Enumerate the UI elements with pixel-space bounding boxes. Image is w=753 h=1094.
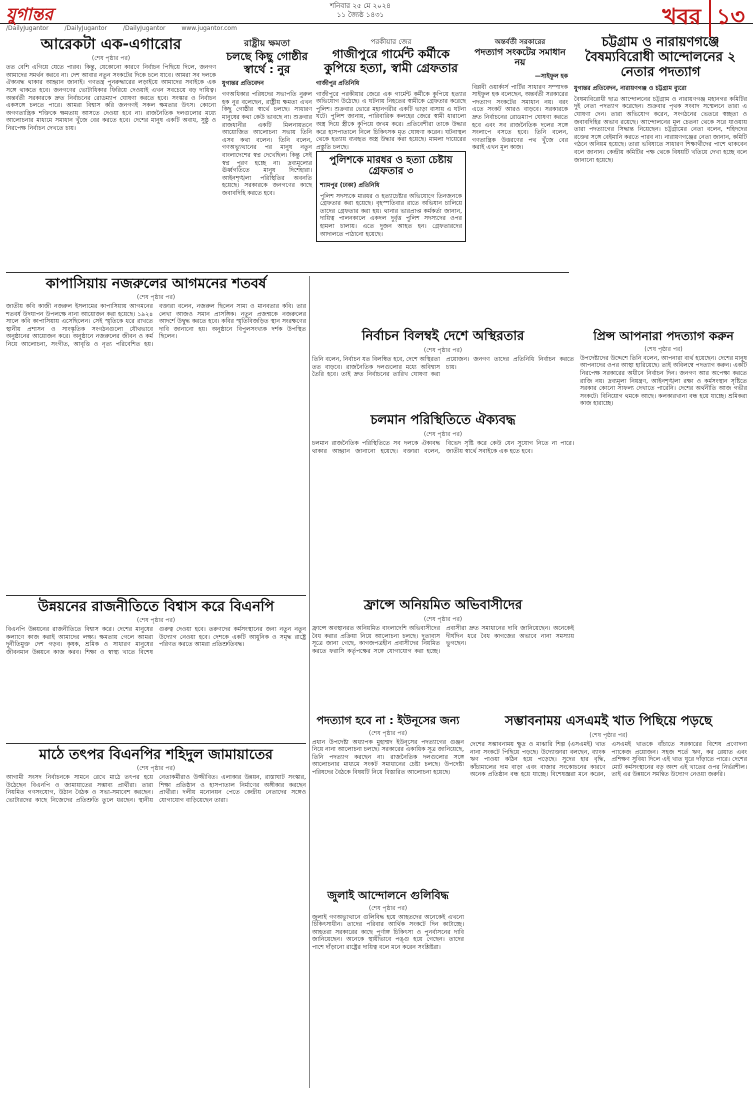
social-links (6, 25, 251, 32)
byline: যুগান্তর প্রতিবেদন, নারায়ণগঞ্জ ও চট্টগ্রাম ব্যুরো (574, 84, 687, 92)
article-gazipur (316, 36, 466, 268)
headline: নির্বাচন বিলম্বই দেশে অস্থিরতার (361, 329, 525, 344)
divider (6, 743, 306, 744)
continued-label: (শেষ পৃষ্ঠার পর) (136, 617, 176, 625)
article-body: বিএনপি উন্নয়নের রাজনীতিতে বিশ্বাস করে। দেশের মানুষের কল্যাণে কাজ করাই আমাদের লক্ষ্য। ক্ষমতায় গেলে আমরা দুর্নীতিমুক্ত দেশ গড়ব। কৃষক, শ্রমিক ও সাধারণ মানুষের জীবনমান উন্নয়নে কাজ করব। শিক্ষা ও স্বাস্থ্য খাতে বিশেষ গুরুত্ব দেওয়া হবে। তরুণদের কর্মসংস্থানের জন্য নতুন নতুন উদ্যোগ নেওয়া হবে। দেশকে একটি আধুনিক ও সমৃদ্ধ রাষ্ট্রে পরিণত করতে আমরা প্রতিশ্রুতিবদ্ধ। (6, 626, 306, 656)
website-link[interactable]: www.jugantor.com (181, 25, 237, 32)
article-body: দেশের সম্ভাবনাময় ক্ষুদ্র ও মাঝারি শিল্প (এসএমই) খাত নানা সংকটে পিছিয়ে পড়ছে। উদ্যোক্তারা বলছেন, ব্যাংক ঋণ পাওয়া কঠিন হয়ে পড়েছে। সুদের হার বৃদ্ধি, কাঁচামালের দাম বাড়া এবং বাজার সংকোচনের কারণে অনেক প্রতিষ্ঠান বন্ধ হয়ে যাচ্ছে। বিশেষজ্ঞরা মনে করেন, এসএমই খাতকে বাঁচাতে সরকারের বিশেষ প্রণোদনা প্যাকেজ প্রয়োজন। সহজ শর্তে ঋণ, কর রেয়াত এবং প্রশিক্ষণ সুবিধা দিলে এই খাত ঘুরে দাঁড়াতে পারে। দেশের মোট কর্মসংস্থানের বড় অংশ এই খাতের ওপর নির্ভরশীল। তাই এর উন্নয়নে সমন্বিত উদ্যোগ নেওয়া জরুরি। (470, 740, 747, 779)
article-body: গাজীপুরে পরকীয়ার জেরে এক গার্মেন্ট কর্মীকে কুপিয়ে হত্যার অভিযোগ উঠেছে। এ ঘটনায় নিহতের স্বামীকে গ্রেফতার করেছে পুলিশ। শুক্রবার ভোরে মহানগরীর একটি ভাড়া বাসায় এ ঘটনা ঘটে। পুলিশ জানায়, পারিবারিক কলহের জেরে স্বামী ধারালো অস্ত্র দিয়ে স্ত্রীকে কুপিয়ে জখম করে। প্রতিবেশীরা তাকে উদ্ধার করে হাসপাতালে নিলে চিকিৎসক মৃত ঘোষণা করেন। ঘটনাস্থল থেকে হত্যায় ব্যবহৃত অস্ত্র উদ্ধার করা হয়েছে। মামলা দায়েরের প্রস্তুতি চলছে। (316, 90, 466, 151)
article-nur (222, 36, 312, 268)
section-title: খবর (662, 4, 701, 30)
page-number: ১৩ (709, 0, 745, 37)
article-body: বিপ্লবী ওয়ার্কার্স পার্টির সাধারণ সম্পাদক সাইফুল হক বলেছেন, অন্তর্বর্তী সরকারের পদত্যাগ সংকটের সমাধান নয়। বরং এতে সংকট আরও বাড়বে। সরকারকে দ্রুত নির্বাচনের রোডম্যাপ ঘোষণা করতে হবে এবং সব রাজনৈতিক দলের সঙ্গে সংলাপে বসতে হবে। তিনি বলেন, গণতান্ত্রিক উত্তরণের পথ খুঁজে বের করাই এখন মূল কাজ। (472, 83, 568, 152)
article-body: তত বেশি এগিয়ে যেতে পারব। কিন্তু, যেকোনো কারণে নির্বাচন পিছিয়ে দিলে, জনগণ আমাদের সমর্থন করবে না। দেশ আবার নতুন সংকটের দিকে চলে যাবে। আমরা সব দলকে ঐক্যবদ্ধ থাকার আহ্বান জানাই। গণতন্ত্র পুনরুদ্ধারের লড়াইয়ে আমাদের সবাইকে এক সঙ্গে থাকতে হবে। জনগণের ভোটাধিকার ফিরিয়ে দেওয়াই এখন সবচেয়ে বড় দায়িত্ব। অন্তর্বর্তী সরকারকে দ্রুত নির্বাচনের রোডম্যাপ ঘোষণা করতে হবে। সংস্কার ও নির্বাচন একসঙ্গে চলতে পারে। আমরা বিশ্বাস করি জনগণই সকল ক্ষমতার উৎস। কোনো অগণতান্ত্রিক শক্তিকে ক্ষমতায় আসতে দেওয়া হবে না। রাজনৈতিক দলগুলোর মধ্যে আলোচনার মাধ্যমে সমাধান খুঁজে বের করতে হবে। দেশের মানুষ একটি অবাধ, সুষ্ঠু ও নিরপেক্ষ নির্বাচন দেখতে চায়। (6, 64, 216, 132)
headline: গাজীপুরে গার্মেন্ট কর্মীকে কুপিয়ে হত্যা, স্বামী গ্রেফতার (324, 47, 458, 75)
headline: পদত্যাগ সংকটের সমাধান নয় (474, 48, 566, 69)
article-body: গণঅধিকার পরিষদের সভাপতি নুরুল হক নুর বলেছেন, রাষ্ট্রীয় ক্ষমতা এখন কিছু গোষ্ঠীর স্বার্থে চলছে। সাধারণ মানুষের কথা কেউ ভাবছে না। শুক্রবার রাজধানীর একটি মিলনায়তনে আয়োজিত আলোচনা সভায় তিনি এসব কথা বলেন। তিনি বলেন, গণঅভ্যুত্থানের পর মানুষ নতুন বাংলাদেশের স্বপ্ন দেখেছিল। কিন্তু সেই স্বপ্ন পূরণ হচ্ছে না। দ্রব্যমূল্যের ঊর্ধ্বগতিতে মানুষ দিশেহারা। আইনশৃঙ্খলা পরিস্থিতির অবনতি হয়েছে। সরকারকে জনগণের কাছে জবাবদিহি করতে হবে। (222, 91, 312, 197)
headline: চলছে কিছু গোষ্ঠীর স্বার্থে : নুর (226, 50, 308, 76)
headline: চট্টগ্রাম ও নারায়ণগঞ্জে বৈষম্যবিরোধী আন্দোলনের ২ নেতার পদত্যাগ (585, 35, 736, 80)
byline: যুগান্তর প্রতিবেদন (222, 80, 264, 88)
date-line-bangla: ১১ জ্যৈষ্ঠ ১৪৩১ (336, 11, 385, 19)
headline: মাঠে তৎপর বিএনপির শহিদুল জামায়াতের (39, 747, 273, 763)
continued-label: (শেষ পৃষ্ঠার পর) (368, 729, 408, 737)
divider (6, 595, 306, 596)
article-kapasia (6, 276, 306, 591)
article-body: তিনি বলেন, নির্বাচন যত বিলম্বিত হবে, দেশে অস্থিরতা তত বাড়বে। রাজনৈতিক দলগুলোর মধ্যে অবিশ্বাস তৈরি হবে। তাই দ্রুত নির্বাচনের তারিখ ঘোষণা করা প্রয়োজন। জনগণ তাদের প্রতিনিধি নির্বাচন করতে চায়। (312, 355, 574, 379)
continued-label: (শেষ পৃষ্ঠার পর) (644, 345, 683, 353)
article-body: বৈষম্যবিরোধী ছাত্র আন্দোলনের চট্টগ্রাম ও নারায়ণগঞ্জ মহানগর কমিটির দুই নেতা পদত্যাগ করেছেন। শুক্রবার পৃথক সংবাদ সম্মেলনে তারা এ ঘোষণা দেন। তারা অভিযোগ করেন, সংগঠনের ভেতরে স্বচ্ছতা ও জবাবদিহির অভাব রয়েছে। আন্দোলনের মূল চেতনা থেকে সরে যাওয়ায় তারা পদত্যাগের সিদ্ধান্ত নিয়েছেন। চট্টগ্রামের নেতা বলেন, শহিদদের রক্তের সঙ্গে বেইমানি করতে পারব না। নারায়ণগঞ্জের নেতা জানান, কমিটি গঠনে অনিয়ম হয়েছে। তারা ভবিষ্যতে সাধারণ শিক্ষার্থীদের পাশে থাকবেন বলে জানান। কেন্দ্রীয় কমিটির পক্ষ থেকে বিষয়টি খতিয়ে দেখা হচ্ছে বলে জানানো হয়েছে। (574, 95, 747, 164)
article-body: উপদেষ্টাদের উদ্দেশে তিনি বলেন, আপনারা ব্যর্থ হয়েছেন। দেশের মানুষ আপনাদের ওপর আস্থা হারিয়েছে। তাই অবিলম্বে পদত্যাগ করুন। একটি নিরপেক্ষ সরকারের অধীনে নির্বাচন দিন। জনগণ আর অপেক্ষা করতে রাজি নয়। দ্রব্যমূল্য নিয়ন্ত্রণ, আইনশৃঙ্খলা রক্ষা ও কর্মসংস্থান সৃষ্টিতে সরকার কোনো সাফল্য দেখাতে পারেনি। দেশের অর্থনীতি আজ গভীর সংকটে। বিনিয়োগ থমকে আছে। কলকারখানা বন্ধ হয়ে যাচ্ছে। শ্রমিকরা কাজ হারাচ্ছে। (580, 354, 747, 408)
continued-label: (শেষ পৃষ্ঠার পর) (423, 430, 463, 438)
headline: সম্ভাবনাময় এসএমই খাত পিছিয়ে পড়ছে (504, 714, 713, 729)
article-bnp-development (6, 599, 306, 739)
continued-label: (শেষ পৃষ্ঠার পর) (423, 346, 463, 354)
headline: চলমান পরিস্থিতিতে ঐক্যবদ্ধ (370, 413, 516, 428)
headline: পদত্যাগ হবে না : ইউনূসের জন্য (316, 714, 460, 727)
continued-label: (শেষ পৃষ্ঠার পর) (91, 55, 131, 63)
article-bnp-shahidul (6, 747, 306, 1088)
article-july-movement (312, 890, 464, 1088)
headline: পুলিশকে মারধর ও হত্যা চেষ্টায় গ্রেফতার ৩ (329, 154, 453, 178)
police-box (316, 151, 466, 243)
byline: শ্যামপুর (ঢাকা) প্রতিনিধি (320, 181, 380, 189)
continued-label: (শেষ পৃষ্ঠার পর) (423, 615, 463, 623)
kicker: পরকীয়ার জের (370, 38, 412, 46)
kicker: রাষ্ট্রীয় ক্ষমতা (244, 39, 290, 49)
article-body: জাতীয় কবি কাজী নজরুল ইসলামের কাপাসিয়ায় আগমনের শতবর্ষ উদযাপন উপলক্ষে নানা আয়োজন করা হয়েছে। ১৯২৪ সালে কবি কাপাসিয়ায় এসেছিলেন। সেই স্মৃতিকে ধরে রাখতে স্থানীয় প্রশাসন ও সাংস্কৃতিক সংগঠনগুলো যৌথভাবে অনুষ্ঠানের আয়োজন করে। অনুষ্ঠানে নজরুলের জীবন ও কর্ম নিয়ে আলোচনা, সংগীত, আবৃত্তি ও নৃত্য পরিবেশিত হয়। বক্তারা বলেন, নজরুল ছিলেন সাম্য ও মানবতার কবি। তার লেখা আজও সমান প্রাসঙ্গিক। নতুন প্রজন্মকে নজরুলের আদর্শে উদ্বুদ্ধ করতে হবে। কবির স্মৃতিবিজড়িত স্থান সংরক্ষণের দাবি জানানো হয়। অনুষ্ঠানে বিপুলসংখ্যক দর্শক উপস্থিত ছিলেন। (6, 303, 306, 349)
article-yunus (312, 715, 464, 885)
byline: গাজীপুর প্রতিনিধি (316, 79, 360, 87)
youtube-handle[interactable]: /DailyJugantor (122, 25, 166, 32)
newspaper-logo: যুগান্তর (6, 5, 53, 25)
article-prince (580, 330, 747, 590)
continued-label: (শেষ পৃষ্ঠার পর) (136, 294, 176, 302)
headline: জুলাই আন্দোলনে গুলিবিদ্ধ (327, 889, 449, 902)
date-line-gregorian: শনিবার ২৫ মে ২০২৪ (330, 2, 391, 10)
headline: ফ্রান্সে অনিয়মিত অভিবাসীদের (363, 598, 523, 613)
article-ek-egaro (6, 36, 216, 268)
article-election-delay (312, 330, 574, 410)
headline: কাপাসিয়ায় নজরুলের আগমনের শতবর্ষ (45, 276, 267, 292)
kicker: অন্তর্বর্তী সরকারের (494, 38, 546, 46)
article-sme (470, 715, 747, 1088)
article-body: জুলাই গণঅভ্যুত্থানে গুলিবিদ্ধ হয়ে আহতদের অনেকেই এখনো চিকিৎসাধীন। তাদের পরিবার আর্থিক সংকটে দিন কাটাচ্ছে। আহতরা সরকারের কাছে পূর্ণাঙ্গ চিকিৎসা ও পুনর্বাসনের দাবি জানিয়েছেন। অনেকে স্থায়ীভাবে পঙ্গু হয়ে গেছেন। তাদের পাশে দাঁড়ানো রাষ্ট্রের দায়িত্ব বলে মনে করেন সংশ্লিষ্টরা। (312, 913, 464, 952)
article-body: আগামী সংসদ নির্বাচনকে সামনে রেখে মাঠে তৎপর হয়ে উঠেছেন বিএনপি ও জামায়াতের সম্ভাব্য প্রার্থীরা। তারা নিয়মিত গণসংযোগ, উঠান বৈঠক ও সভা-সমাবেশ করছেন। ভোটারদের কাছে নিজেদের প্রতিশ্রুতি তুলে ধরছেন। স্থানীয় নেতাকর্মীরাও উজ্জীবিত। এলাকার উন্নয়ন, রাস্তাঘাট সংস্কার, শিক্ষা প্রতিষ্ঠান ও হাসপাতাল নির্মাণের অঙ্গীকার করছেন প্রার্থীরা। দলীয় মনোনয়ন পেতে কেন্দ্রীয় নেতাদের সঙ্গেও যোগাযোগ বাড়িয়েছেন তারা। (6, 774, 306, 804)
column-rule (309, 276, 310, 1088)
continued-label: (শেষ পৃষ্ঠার পর) (136, 765, 176, 773)
twitter-handle[interactable]: /DailyJugantor (64, 25, 108, 32)
article-body: প্রধান উপদেষ্টা অধ্যাপক মুহাম্মদ ইউনূসের পদত্যাগের গুঞ্জন নিয়ে নানা আলোচনা চলছে। সরকারের একাধিক সূত্র জানিয়েছে, তিনি পদত্যাগ করছেন না। রাজনৈতিক দলগুলোর সঙ্গে আলোচনার মাধ্যমে সংকট সমাধানের চেষ্টা চলছে। উপদেষ্টা পরিষদের বৈঠকে বিষয়টি নিয়ে বিস্তারিত আলোচনা হয়েছে। (312, 738, 464, 777)
headline: আরেকটা এক-এগারোর (40, 35, 182, 53)
article-body: চলমান রাজনৈতিক পরিস্থিতিতে সব দলকে ঐক্যবদ্ধ থাকার আহ্বান জানানো হয়েছে। বক্তারা বলেন, বিভেদ সৃষ্টি করে কেউ যেন সুযোগ নিতে না পারে। জাতীয় স্বার্থে সবাইকে এক হতে হবে। (312, 439, 574, 455)
article-body: পুলিশ সদস্যকে মারধর ও হত্যাচেষ্টার অভিযোগে তিনজনকে গ্রেফতার করা হয়েছে। বৃহস্পতিবার রাতে অভিযান চালিয়ে তাদের গ্রেফতার করা হয়। থানার ভারপ্রাপ্ত কর্মকর্তা জানান, দায়িত্ব পালনকালে একদল দুর্বৃত্ত পুলিশ সদস্যদের ওপর হামলা চালায়। এতে দুজন আহত হন। গ্রেফতারদের আদালতে পাঠানো হয়েছে। (320, 192, 462, 238)
headline: উন্নয়নের রাজনীতিতে বিশ্বাস করে বিএনপি (37, 599, 275, 615)
continued-label: (শেষ পৃষ্ঠার পর) (589, 731, 628, 739)
headline: প্রিন্স আপনারা পদত্যাগ করুন (593, 329, 734, 343)
article-unity (312, 414, 574, 534)
article-france-migrants (312, 599, 574, 711)
date-block (330, 2, 391, 20)
byline: —সাইফুল হক (534, 72, 568, 80)
article-body: ফ্রান্সে অবস্থানরত অনিয়মিত বাংলাদেশি অভিবাসীদের বৈধ করার প্রক্রিয়া নিয়ে আলোচনা চলছে। দূতাবাস সূত্রে জানা গেছে, কাগজপত্রহীন প্রবাসীদের নিয়মিত করতে ফরাসি কর্তৃপক্ষের সঙ্গে যোগাযোগ করা হচ্ছে। প্রবাসীরা দ্রুত সমাধানের দাবি জানিয়েছেন। অনেকেই দীর্ঘদিন ধরে বৈধ কাগজের অভাবে নানা সমস্যায় ভুগছেন। (312, 624, 574, 655)
facebook-handle[interactable]: /DailyJugantor (6, 25, 49, 32)
article-chattogram-narayanganj (574, 36, 747, 326)
continued-label: (শেষ পৃষ্ঠার পর) (368, 904, 408, 912)
divider (6, 272, 569, 273)
article-saiful-haque (472, 36, 568, 268)
